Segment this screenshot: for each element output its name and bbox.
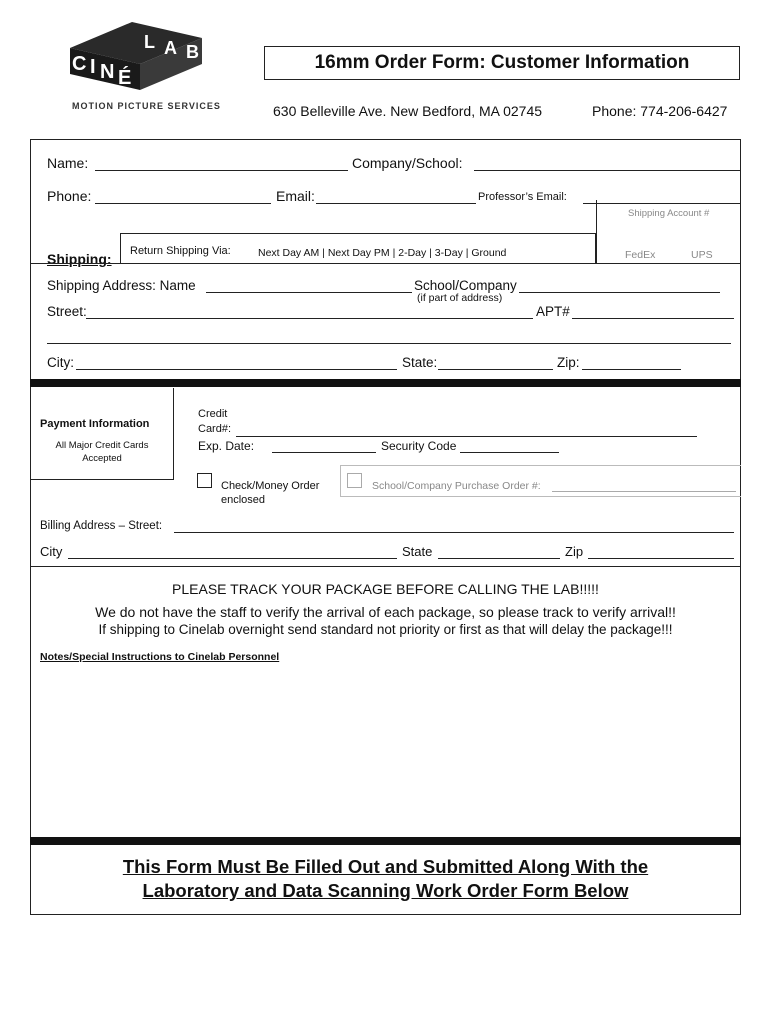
company-field[interactable] (474, 170, 740, 171)
apt-label: APT# (536, 304, 570, 319)
lab-address: 630 Belleville Ave. New Bedford, MA 02745 (273, 103, 543, 119)
exp-date-field[interactable] (272, 452, 376, 453)
street-field[interactable] (86, 318, 533, 319)
shipping-section-label: Shipping: (47, 251, 112, 267)
payment-info-subtitle-2: Accepted (82, 453, 122, 464)
payment-info-title: Payment Information (40, 418, 150, 430)
form-title: 16mm Order Form: Customer Information (264, 46, 740, 80)
check-money-order-label-2: enclosed (221, 494, 266, 506)
purchase-order-label: School/Company Purchase Order #: (372, 480, 541, 492)
billing-street-label: Billing Address – Street: (40, 520, 163, 532)
billing-state-label: State (402, 544, 433, 559)
shipping-name-field[interactable] (206, 292, 412, 293)
billing-street-field[interactable] (174, 532, 734, 533)
cinelab-logo (62, 18, 212, 98)
name-field[interactable] (95, 170, 348, 171)
svg-text:B: B (186, 42, 199, 62)
state-label: State: (402, 355, 438, 370)
check-money-order-label: Check/Money Order (221, 480, 320, 492)
shipping-name-label: Shipping Address: Name (47, 278, 196, 293)
purchase-order-checkbox[interactable] (347, 473, 362, 488)
overnight-notice: If shipping to Cinelab overnight send standard not priority or first as that will delay the package!!! (98, 622, 673, 637)
state-field[interactable] (438, 369, 553, 370)
lab-phone: Phone: 774-206-6427 (592, 103, 728, 119)
security-code-label: Security Code (381, 439, 457, 453)
notes-label: Notes/Special Instructions to Cinelab Personnel (40, 651, 280, 663)
billing-state-field[interactable] (438, 558, 560, 559)
track-package-notice: PLEASE TRACK YOUR PACKAGE BEFORE CALLING THE LAB!!!!! (172, 581, 599, 597)
company-label: Company/School: (352, 155, 463, 171)
street-label: Street: (47, 304, 87, 319)
return-shipping-options[interactable]: Next Day AM | Next Day PM | 2-Day | 3-Day | Ground (258, 247, 507, 259)
credit-card-label-1: Credit (198, 408, 228, 420)
svg-text:I: I (90, 56, 96, 78)
section-divider-thick (30, 837, 741, 845)
phone-field[interactable] (95, 203, 271, 204)
zip-field[interactable] (582, 369, 681, 370)
fedex-option[interactable]: FedEx (625, 249, 656, 261)
logo-tagline: MOTION PICTURE SERVICES (72, 101, 221, 111)
shipping-account-label: Shipping Account # (628, 208, 710, 219)
apt-field[interactable] (572, 318, 734, 319)
exp-date-label: Exp. Date: (198, 439, 255, 453)
cinelab-logo-graphic (62, 18, 212, 98)
svg-text:N: N (100, 61, 115, 83)
name-label: Name: (47, 155, 89, 171)
email-label: Email: (276, 188, 315, 204)
email-field[interactable] (316, 203, 476, 204)
zip-label: Zip: (557, 355, 580, 370)
check-money-order-checkbox[interactable] (197, 473, 212, 488)
divider (30, 263, 741, 264)
shipping-school-label: School/Company (414, 278, 517, 293)
credit-card-label-2: Card#: (198, 423, 232, 435)
street-line-2-field[interactable] (47, 343, 731, 344)
svg-text:A: A (164, 38, 177, 58)
city-field[interactable] (76, 369, 397, 370)
notes-textarea[interactable] (31, 668, 740, 836)
phone-label: Phone: (47, 188, 92, 204)
shipping-school-field[interactable] (519, 292, 720, 293)
staff-notice: We do not have the staff to verify the arrival of each package, so please track to verify arrival!! (95, 604, 676, 620)
svg-text:L: L (144, 32, 155, 52)
payment-info-box (30, 388, 174, 480)
billing-city-label: City (40, 544, 63, 559)
svg-text:É: É (118, 67, 132, 89)
security-code-field[interactable] (460, 452, 559, 453)
city-label: City: (47, 355, 74, 370)
footer-line-1: This Form Must Be Filled Out and Submitted Along With the (122, 856, 649, 877)
divider (30, 566, 741, 567)
footer-line-2: Laboratory and Data Scanning Work Order Form Below (142, 880, 629, 901)
return-shipping-label: Return Shipping Via: (130, 245, 231, 257)
billing-zip-field[interactable] (588, 558, 734, 559)
professor-email-label: Professor’s Email: (478, 191, 567, 203)
billing-city-field[interactable] (68, 558, 397, 559)
section-divider-thick (30, 379, 741, 387)
ups-option[interactable]: UPS (691, 249, 713, 261)
credit-card-field[interactable] (236, 436, 697, 437)
if-part-of-address-note: (if part of address) (417, 292, 503, 304)
billing-zip-label: Zip (565, 544, 584, 559)
purchase-order-field[interactable] (552, 491, 736, 492)
payment-info-subtitle-1: All Major Credit Cards (55, 440, 149, 451)
svg-text:C: C (72, 53, 87, 75)
